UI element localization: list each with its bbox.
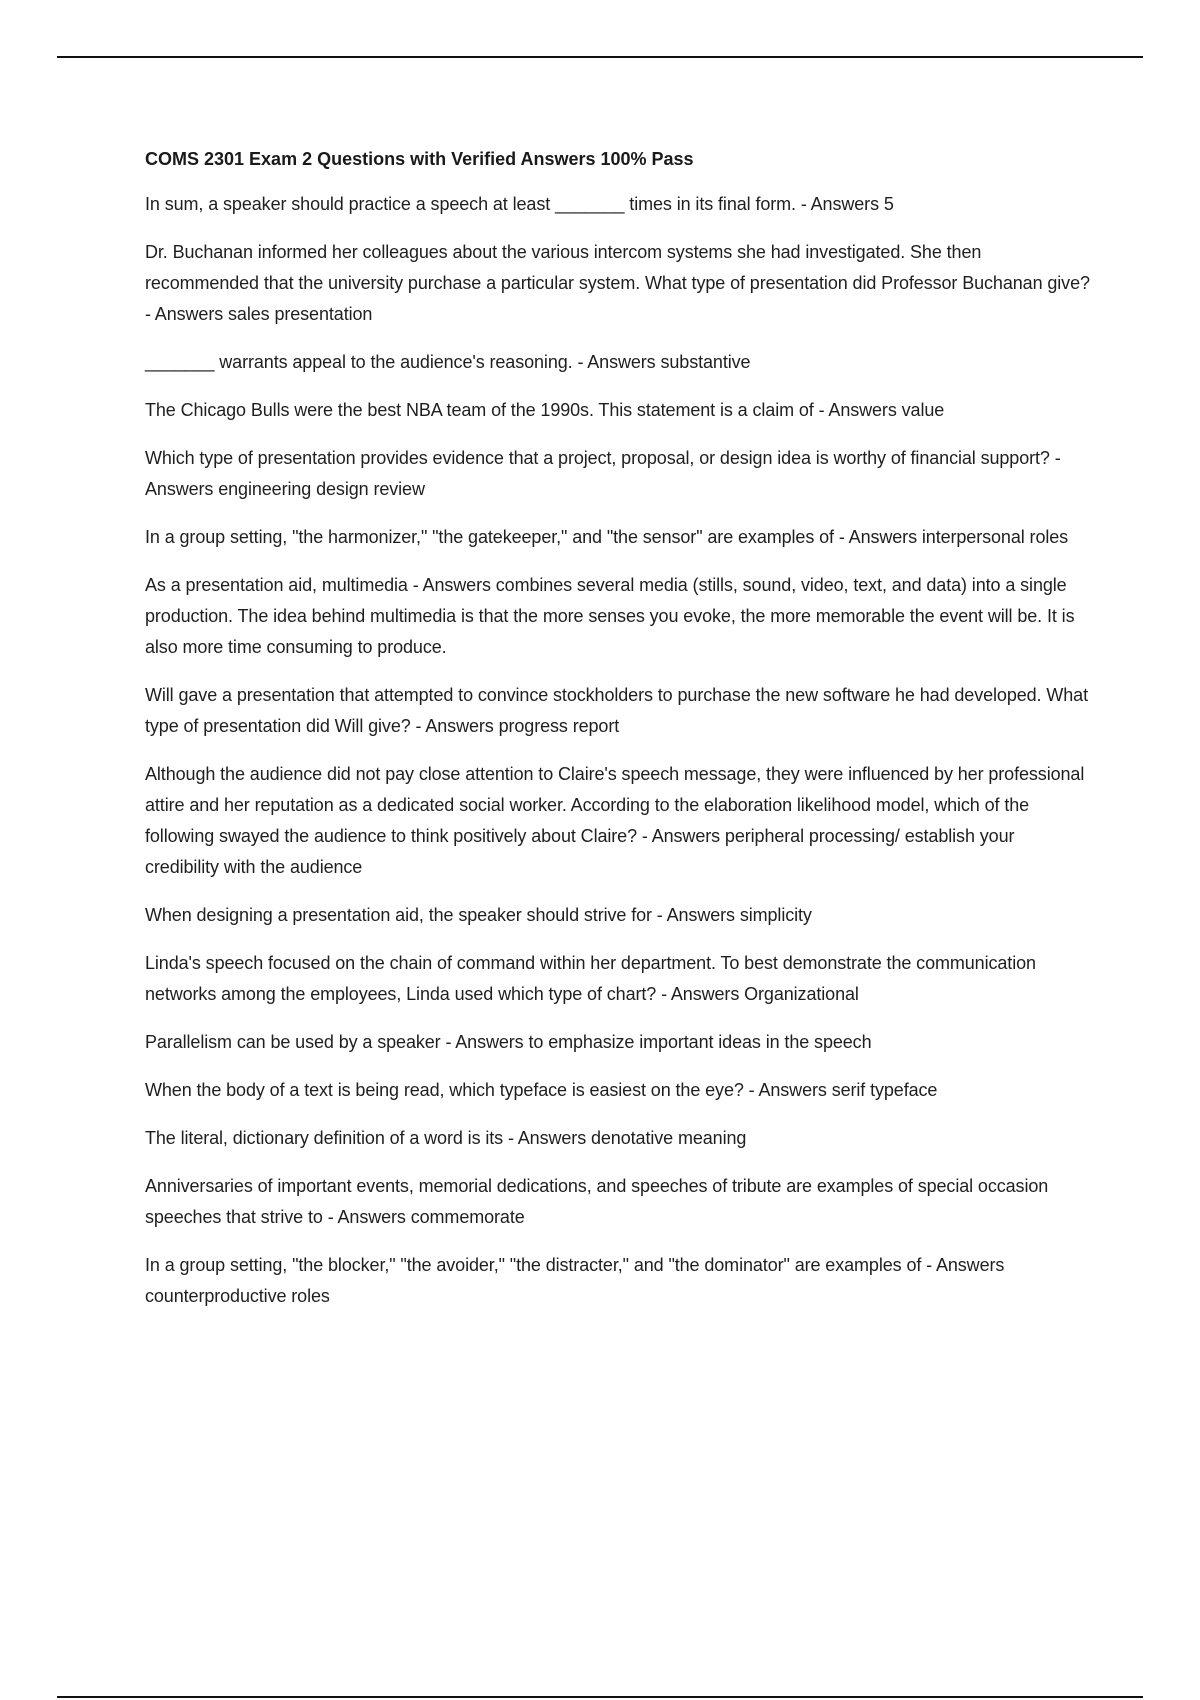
bottom-rule <box>57 1696 1143 1698</box>
qa-item-15: Anniversaries of important events, memorial dedications, and speeches of tribute are examples of special occasion speeches that strive to - Answers commemorate <box>145 1176 1054 1227</box>
top-rule <box>57 56 1143 58</box>
qa-item-13: When the body of a text is being read, which typeface is easiest on the eye? - Answers serif typeface <box>145 1080 938 1100</box>
qa-item-11: Linda's speech focused on the chain of command within her department. To best demonstrate the communication networks among the employees, Linda used which type of chart? - Answers Organizational <box>145 953 1041 1004</box>
qa-item-5: Which type of presentation provides evidence that a project, proposal, or design idea is worthy of financial support? - Answers engineering design review <box>145 448 1065 499</box>
qa-item-3: _______ warrants appeal to the audience's reasoning. - Answers substantive <box>145 352 751 372</box>
document-body <box>145 145 1095 1329</box>
qa-item-16: In a group setting, "the blocker," "the avoider," "the distracter," and "the dominator" are examples of - Answers counterproductive roles <box>145 1255 1010 1306</box>
qa-item-10: When designing a presentation aid, the speaker should strive for - Answers simplicity <box>145 905 812 925</box>
qa-item-6: In a group setting, "the harmonizer," "the gatekeeper," and "the sensor" are examples of - Answers interpersonal roles <box>145 527 1069 547</box>
qa-item-9: Although the audience did not pay close attention to Claire's speech message, they were influenced by her professional attire and her reputation as a dedicated social worker. According to the elaboration likelihood model, which of the following swayed the audience to think positively about Claire? - Answers peripheral processing/ establish your credibility with the audience <box>145 764 1090 877</box>
qa-item-2: Dr. Buchanan informed her colleagues about the various intercom systems she had investigated. She then recommended that the university purchase a particular system. What type of presentation did Professor Buchanan give? - Answers sales presentation <box>145 242 1095 324</box>
qa-item-8: Will gave a presentation that attempted to convince stockholders to purchase the new software he had developed. What type of presentation did Will give? - Answers progress report <box>145 685 1093 736</box>
qa-item-12: Parallelism can be used by a speaker - Answers to emphasize important ideas in the speech <box>145 1032 872 1052</box>
qa-item-4: The Chicago Bulls were the best NBA team of the 1990s. This statement is a claim of - Answers value <box>145 400 945 420</box>
qa-item-1: In sum, a speaker should practice a speech at least _______ times in its final form. - Answers 5 <box>145 194 894 214</box>
qa-item-14: The literal, dictionary definition of a word is its - Answers denotative meaning <box>145 1128 747 1148</box>
qa-item-7: As a presentation aid, multimedia - Answers combines several media (stills, sound, video, text, and data) into a single production. The idea behind multimedia is that the more senses you evoke, the more memorable the event will be. It is also more time consuming to produce. <box>145 575 1080 657</box>
document-title: COMS 2301 Exam 2 Questions with Verified Answers 100% Pass <box>145 149 694 169</box>
